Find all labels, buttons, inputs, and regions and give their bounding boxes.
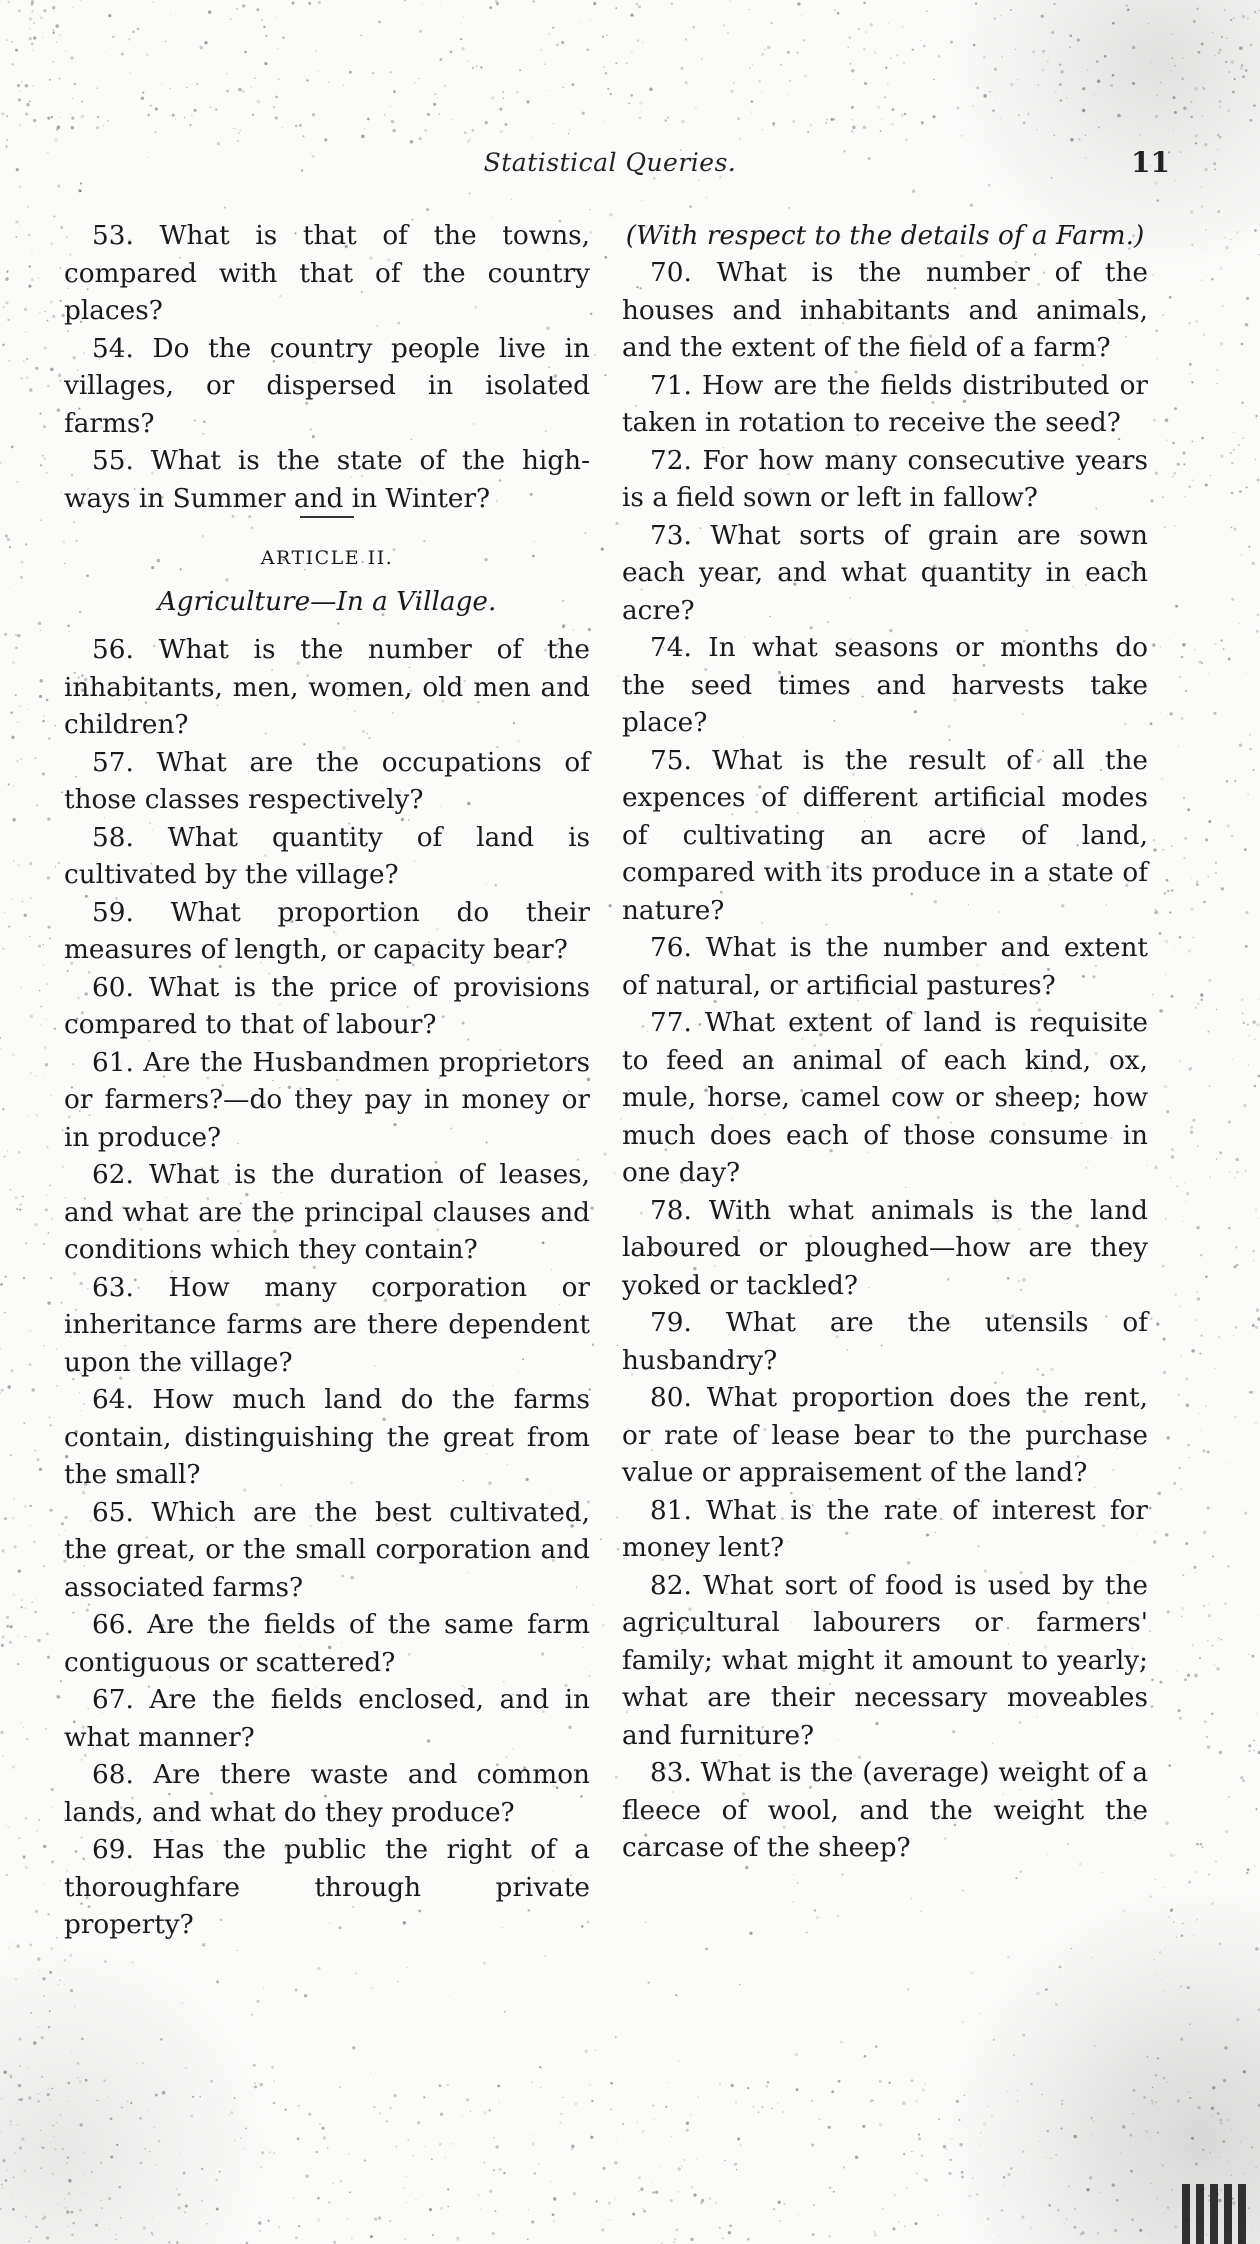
question-paragraph: 58. What quantity of land is cultivated by the village? [64, 822, 590, 890]
question-paragraph: 75. What is the result of all the expences of different artificial modes of cultivating an acre of land, compared with its produce in a state of nature? [622, 745, 1148, 926]
question-paragraph: 55. What is the state of the high-ways in Summer and in Winter? [64, 446, 590, 514]
question-paragraph: 67. Are the fields enclosed, and in what manner? [64, 1685, 590, 1753]
question-paragraph: 65. Which are the best cultivated, the great, or the small corporation and associated farms? [64, 1497, 590, 1603]
question-paragraph: 71. How are the fields distributed or taken in rotation to receive the seed? [622, 370, 1148, 438]
question-paragraph: 61. Are the Husbandmen proprietors or farmers?—do they pay in money or in produce? [64, 1047, 590, 1153]
question-paragraph: 53. What is that of the towns, compared with that of the country places? [64, 221, 590, 326]
question-paragraph: 74. In what seasons or months do the seed times and harvests take place? [622, 633, 1148, 738]
question-paragraph: 81. What is the rate of interest for money lent? [622, 1495, 1148, 1563]
question-paragraph: 82. What sort of food is used by the agricultural labourers or farmers' family; what might it amount to yearly; what are their necessary moveables and furniture? [622, 1570, 1148, 1751]
question-paragraph: 77. What extent of land is requisite to feed an animal of each kind, ox, mule, horse, camel cow or sheep; how much does each of those consume in one day? [622, 1008, 1148, 1188]
question-paragraph: 60. What is the price of provisions compared to that of labour? [64, 972, 590, 1040]
right-column [622, 218, 1148, 1868]
question-paragraph: 64. How much land do the farms contain, distinguishing the great from the small? [64, 1385, 590, 1490]
question-paragraph: 66. Are the fields of the same farm contiguous or scattered? [64, 1610, 590, 1678]
question-paragraph: 69. Has the public the right of a thoroughfare through private property? [64, 1835, 590, 1940]
question-paragraph: 78. With what animals is the land laboured or ploughed—how are they yoked or tackled? [622, 1195, 1148, 1301]
question-paragraph: 59. What proportion do their measures of length, or capacity bear? [64, 897, 590, 965]
question-paragraph: 80. What proportion does the rent, or rate of lease bear to the purchase value or appraisement of the land? [622, 1383, 1148, 1488]
question-paragraph: 68. Are there waste and common lands, and what do they produce? [64, 1760, 590, 1828]
question-paragraph: 72. For how many consecutive years is a field sown or left in fallow? [622, 445, 1148, 513]
section-heading: Agriculture—In a Village. [157, 587, 497, 617]
question-paragraph: 73. What sorts of grain are sown each year, and what quantity in each acre? [622, 520, 1148, 626]
question-paragraph: 54. Do the country people live in villages, or dispersed in isolated farms? [64, 333, 590, 439]
page-number: 11 [1131, 146, 1170, 179]
article-heading: ARTICLE II. [260, 547, 394, 569]
question-paragraph: 56. What is the number of the inhabitants, men, women, old men and children? [64, 635, 590, 740]
question-paragraph: 79. What are the utensils of husbandry? [622, 1308, 1148, 1376]
question-paragraph: 63. How many corporation or inheritance farms are there dependent upon the village? [64, 1272, 590, 1378]
running-title: Statistical Queries. [483, 148, 737, 177]
question-paragraph: 62. What is the duration of leases, and what are the principal clauses and conditions which they contain? [64, 1160, 590, 1265]
subsection-heading: (With respect to the details of a Farm.) [625, 221, 1145, 251]
question-paragraph: 57. What are the occupations of those classes respectively? [64, 747, 590, 815]
left-column [64, 218, 590, 1945]
binding-edge-marks [1182, 2184, 1252, 2244]
question-paragraph: 83. What is the (average) weight of a fleece of wool, and the weight the carcase of the sheep? [622, 1758, 1148, 1863]
question-paragraph: 70. What is the number of the houses and inhabitants and animals, and the extent of the field of a farm? [622, 258, 1148, 363]
question-paragraph: 76. What is the number and extent of natural, or artificial pastures? [622, 933, 1148, 1001]
page-header [60, 146, 1170, 188]
